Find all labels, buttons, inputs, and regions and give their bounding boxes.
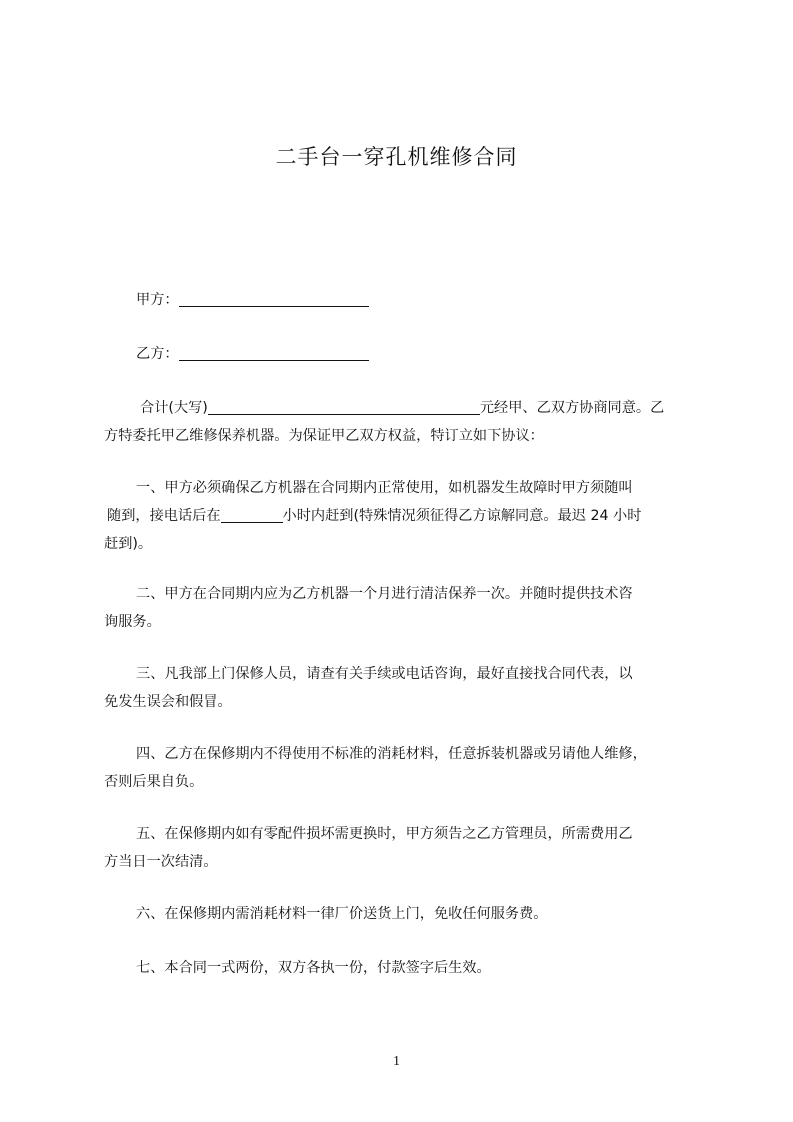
party-b-blank xyxy=(179,345,369,361)
clause-5-line-2: 方当日一次结清。 xyxy=(104,854,218,870)
total-amount-line xyxy=(140,394,740,422)
total-blank-1 xyxy=(208,399,320,415)
party-a-blank xyxy=(179,291,369,307)
page-number: 1 xyxy=(393,1054,400,1069)
total-blank-2 xyxy=(320,399,480,415)
clause-4-line-2: 否则后果自负。 xyxy=(104,774,204,790)
clause-1-suffix: 小时内赶到(特殊情况须征得乙方谅解同意。最迟 24 小时 xyxy=(282,508,642,524)
hours-blank xyxy=(221,507,283,523)
party-b-label: 乙方： xyxy=(136,346,179,362)
total-amount-line-2: 方特委托甲乙维修保养机器。为保证甲乙双方权益，特订立如下协议： xyxy=(104,428,544,444)
total-prefix: 合计(大写) xyxy=(140,400,208,416)
party-b-line xyxy=(136,340,736,368)
clause-1-line-1: 一、甲方必须确保乙方机器在合同期内正常使用，如机器发生故障时甲方须随叫 xyxy=(136,480,633,496)
total-suffix: 元经甲、乙双方协商同意。乙 xyxy=(479,400,665,416)
clause-1-line-2 xyxy=(107,502,707,530)
document-title: 二手台一穿孔机维修合同 xyxy=(275,145,518,169)
clause-2-line-1: 二、甲方在合同期内应为乙方机器一个月进行清洁保养一次。并随时提供技术咨 xyxy=(136,586,633,602)
clause-1-prefix: 随到，接电话后在 xyxy=(107,508,221,524)
clause-6: 六、在保修期内需消耗材料一律厂价送货上门，免收任何服务费。 xyxy=(136,906,548,922)
clause-3-line-1: 三、凡我部上门保修人员，请查有关手续或电话咨询，最好直接找合同代表，以 xyxy=(136,666,633,682)
clause-7: 七、本合同一式两份，双方各执一份，付款签字后生效。 xyxy=(136,960,491,976)
clause-3-line-2: 免发生误会和假冒。 xyxy=(104,694,232,710)
clause-2-line-2: 询服务。 xyxy=(104,614,161,630)
clause-1-line-3: 赶到)。 xyxy=(104,536,153,552)
clause-4-line-1: 四、乙方在保修期内不得使用不标准的消耗材料，任意拆装机器或另请他人维修， xyxy=(136,746,647,762)
clause-5-line-1: 五、在保修期内如有零配件损坏需更换时，甲方须告之乙方管理员，所需费用乙 xyxy=(136,826,633,842)
party-a-line xyxy=(136,286,736,314)
party-a-label: 甲方： xyxy=(136,292,179,308)
